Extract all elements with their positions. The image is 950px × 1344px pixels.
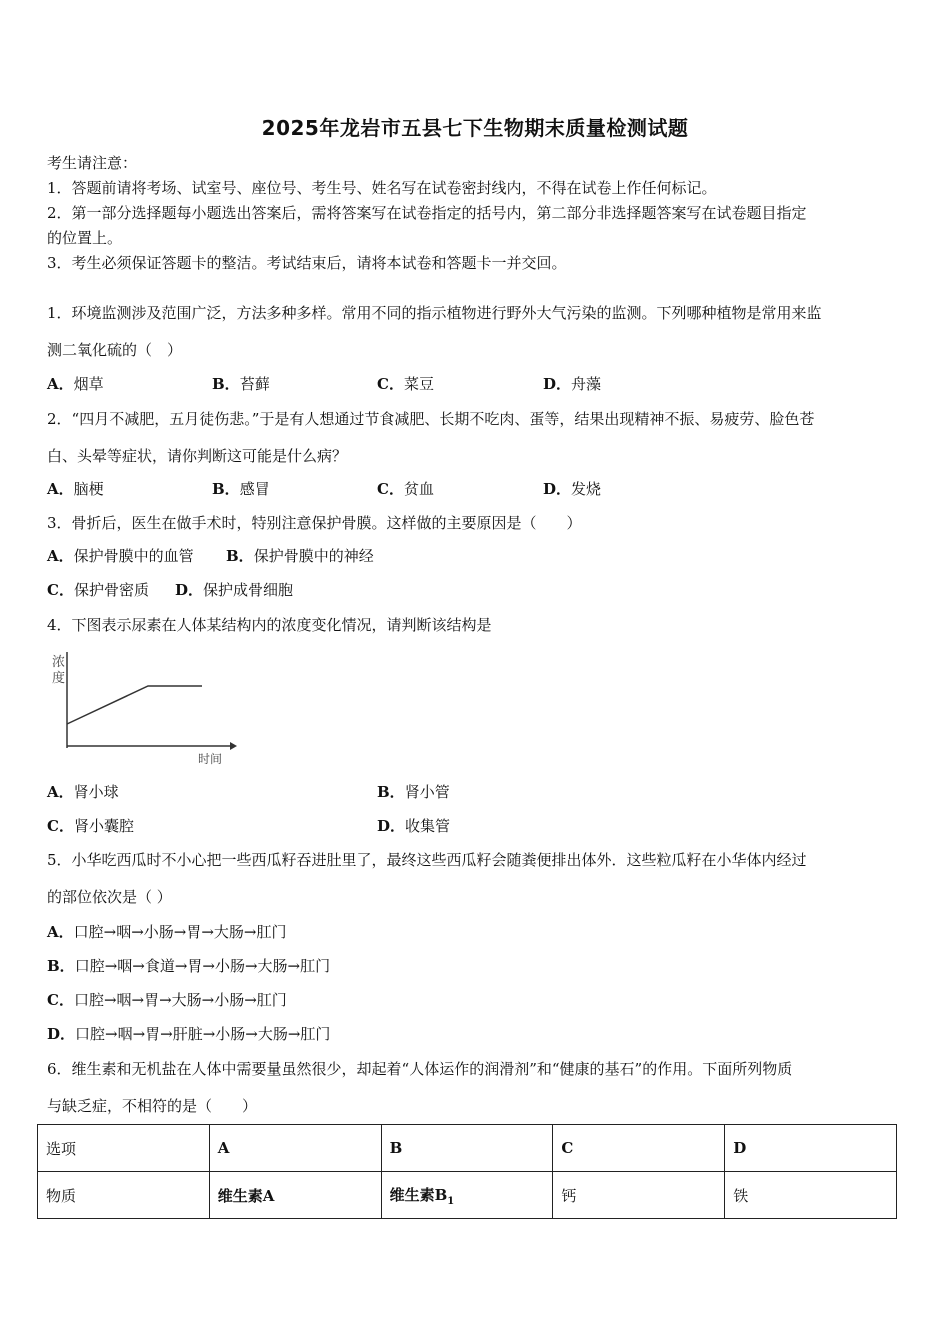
table-cell: 铁 [725,1172,897,1219]
table-cell: 物质 [38,1172,210,1219]
vitamin-mineral-table [37,1124,897,1219]
notice-item: 2．第一部分选择题每小题选出答案后，需将答案写在试卷指定的括号内，第二部分非选择题答案写在试卷题目指定 [47,204,807,222]
table-cell: 维生素A [209,1172,381,1219]
q2-option-b[interactable]: B．感冒 [212,480,270,498]
q4-option-a[interactable]: A．肾小球 [47,783,119,801]
q3-option-d[interactable]: D．保护成骨细胞 [175,581,294,599]
q3-option-b[interactable]: B．保护骨膜中的神经 [226,547,374,565]
q1-option-a[interactable]: A．烟草 [47,375,104,393]
q5-option-d[interactable]: D．口腔→咽→胃→肝脏→小肠→大肠→肛门 [47,1025,331,1043]
table-row [38,1125,897,1172]
question-1-stem: 1．环境监测涉及范围广泛，方法多种多样。常用不同的指示植物进行野外大气污染的监测。下列哪种植物是常用来监 [47,304,822,322]
table-cell: 选项 [38,1125,210,1172]
q5-option-c[interactable]: C．口腔→咽→胃→大肠→小肠→肛门 [47,991,287,1009]
q1-option-d[interactable]: D．舟藻 [543,375,602,393]
table-cell-text: 维生素B [389,1185,448,1204]
q1-option-b[interactable]: B．苔藓 [212,375,270,393]
table-cell [381,1172,553,1219]
question-6-stem: 6．维生素和无机盐在人体中需要量虽然很少，却起着“人体运作的润滑剂”和“健康的基石”的作用。下面所列物质 [47,1060,793,1078]
q2-option-a[interactable]: A．脑梗 [47,480,104,498]
q4-option-d[interactable]: D．收集管 [377,817,451,835]
table-cell: B [381,1125,553,1172]
q5-option-a[interactable]: A．口腔→咽→小肠→胃→大肠→肛门 [47,923,287,941]
urea-concentration-graph [45,648,245,768]
question-2-stem: 白、头晕等症状，请你判断这可能是什么病？ [47,447,348,465]
graph-x-arrow [230,742,237,750]
table-cell: C [553,1125,725,1172]
q4-option-c[interactable]: C．肾小囊腔 [47,817,134,835]
notice-item: 1．答题前请将考场、试室号、座位号、考生号、姓名写在试卷密封线内，不得在试卷上作任何标记。 [47,179,717,197]
table-row [38,1172,897,1219]
table-cell: A [209,1125,381,1172]
q1-option-c[interactable]: C．菜豆 [377,375,434,393]
q3-option-a[interactable]: A．保护骨膜中的血管 [47,547,194,565]
graph-y-label: 浓 [52,655,66,670]
graph-x-label: 时间 [198,752,223,766]
notice-item: 3．考生必须保证答题卡的整洁。考试结束后，请将本试卷和答题卡一并交回。 [47,254,567,272]
question-3-stem: 3．骨折后，医生在做手术时，特别注意保护骨膜。这样做的主要原因是（ ） [47,514,582,532]
graph-y-label: 度 [52,671,66,686]
question-5-stem: 5．小华吃西瓜时不小心把一些西瓜籽吞进肚里了，最终这些西瓜籽会随粪便排出体外．这些粒瓜籽在小华体内经过 [47,851,807,869]
question-1-stem: 测二氧化硫的（ ） [47,341,183,359]
table-cell: 钙 [553,1172,725,1219]
notice-item: 的位置上。 [47,229,123,247]
question-4-stem: 4．下图表示尿素在人体某结构内的浓度变化情况，请判断该结构是 [47,616,492,634]
page-title: 2025年龙岩市五县七下生物期末质量检测试题 [261,116,689,140]
question-5-stem: 的部位依次是（ ） [47,888,172,906]
question-6-stem: 与缺乏症，不相符的是（ ） [47,1097,258,1115]
graph-concentration-line [67,686,202,724]
table-cell: D [725,1125,897,1172]
q2-option-d[interactable]: D．发烧 [543,480,602,498]
q4-option-b[interactable]: B．肾小管 [377,783,450,801]
q5-option-b[interactable]: B．口腔→咽→食道→胃→小肠→大肠→肛门 [47,957,331,975]
subscript: 1 [447,1195,455,1207]
q3-option-c[interactable]: C．保护骨密质 [47,581,149,599]
notice-heading: 考生请注意： [47,154,138,172]
question-2-stem: 2．“四月不减肥，五月徒伤悲。”于是有人想通过节食减肥、长期不吃肉、蛋等，结果出现精神不振、易疲劳、脸色苍 [47,410,815,428]
q2-option-c[interactable]: C．贫血 [377,480,434,498]
